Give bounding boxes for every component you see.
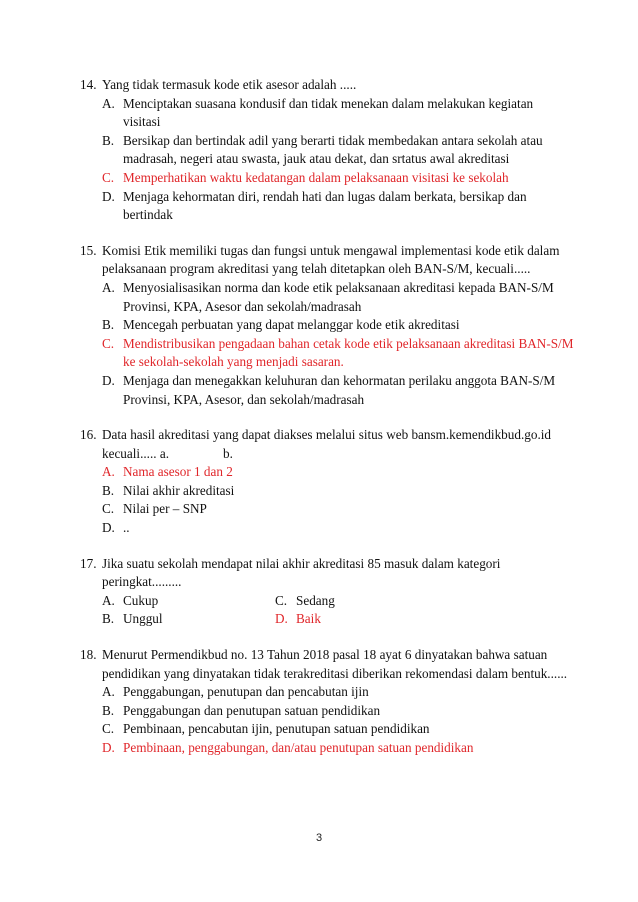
question-number: 14. [80, 77, 97, 92]
question-text: b. [223, 445, 233, 461]
option-c [275, 592, 570, 611]
option-text: Bersikap dan bertindak adil yang berarti tidak membedakan antara sekolah atau [123, 132, 543, 148]
option-a-correct-answer [80, 463, 570, 482]
option-c-correct-answer [80, 335, 574, 372]
page-number: 3 [315, 832, 323, 844]
option-text: Penggabungan, penutupan dan pencabutan ijin [123, 684, 369, 700]
option-text: Menyosialisasikan norma dan kode etik pelaksanaan akreditasi kepada BAN-S/M [123, 279, 554, 295]
option-b [102, 610, 275, 629]
option-label: C. [275, 592, 288, 608]
option-row [80, 610, 570, 629]
question-number: 15. [80, 242, 97, 258]
option-text: madrasah, negeri atau swasta, jauk atau dekat, dan srtatus awal akreditasi [123, 151, 510, 167]
option-c [80, 500, 570, 519]
option-b [80, 316, 570, 335]
question-text: Jika suatu sekolah mendapat nilai akhir akreditasi 85 masuk dalam kategori [102, 555, 501, 571]
question-stem [80, 242, 570, 279]
option-label: A. [102, 95, 115, 111]
question-text: Data hasil akreditasi yang dapat diakses melalui situs web bansm.kemendikbud.go.id [102, 427, 552, 443]
option-text: Nama asesor 1 dan 2 [123, 464, 233, 480]
option-b [80, 702, 570, 721]
question-text: pelaksanaan program akreditasi yang telah ditetapkan oleh BAN-S/M, kecuali..... [102, 261, 531, 277]
option-label: D. [102, 188, 115, 204]
option-text: bertindak [123, 207, 173, 223]
option-label: A. [102, 592, 115, 608]
question-15 [80, 242, 574, 409]
option-label: C. [102, 335, 115, 351]
option-b [80, 132, 570, 169]
option-text: Memperhatikan waktu kedatangan dalam pelaksanaan visitasi ke sekolah [123, 169, 509, 185]
option-text: Unggul [123, 611, 163, 627]
option-label: D. [102, 372, 115, 388]
option-label: B. [102, 317, 115, 333]
question-number: 17. [80, 555, 97, 571]
option-label: A. [102, 279, 115, 295]
option-label: D. [275, 611, 288, 627]
option-label: B. [102, 611, 115, 627]
question-18 [80, 646, 570, 758]
option-text: Cukup [123, 592, 159, 608]
option-text: ke sekolah-sekolah yang menjadi sasaran. [123, 354, 344, 370]
option-text: Penggabungan dan penutupan satuan pendidikan [123, 702, 381, 718]
question-text: Komisi Etik memiliki tugas dan fungsi untuk mengawal implementasi kode etik dalam [102, 242, 560, 258]
option-a [80, 279, 570, 316]
option-text: Menjaga kehormatan diri, rendah hati dan lugas dalam berkata, bersikap dan [123, 188, 527, 204]
question-16 [80, 426, 570, 538]
question-stem [80, 426, 570, 463]
option-d-correct-answer [80, 739, 570, 758]
option-label: D. [102, 740, 115, 755]
option-text: Pembinaan, pencabutan ijin, penutupan satuan pendidikan [123, 721, 430, 737]
question-17 [80, 555, 570, 629]
option-a [80, 683, 570, 702]
question-stem [80, 76, 570, 95]
question-text: pendidikan yang dinyatakan tidak terakreditasi diberikan rekomendasi dalam bentuk...... [102, 665, 568, 681]
option-text: Menjaga dan menegakkan keluhuran dan kehormatan perilaku anggota BAN-S/M [123, 372, 556, 388]
question-text: Menurut Permendikbud no. 13 Tahun 2018 pasal 18 ayat 6 dinyatakan bahwa satuan [102, 647, 548, 663]
option-text: Nilai akhir akreditasi [123, 482, 235, 498]
option-label: B. [102, 132, 115, 148]
question-number: 16. [80, 427, 97, 443]
option-d [80, 188, 570, 225]
option-label: C. [102, 721, 115, 737]
question-number: 18. [80, 647, 97, 663]
option-a [102, 592, 275, 611]
option-b [80, 482, 570, 501]
option-c-correct-answer [80, 169, 570, 188]
option-label: B. [102, 702, 115, 718]
question-text: kecuali..... a. [102, 445, 170, 461]
question-stem [80, 555, 570, 592]
option-a [80, 95, 570, 132]
option-label: B. [102, 482, 115, 498]
option-label: D. [102, 520, 115, 536]
option-text: Sedang [296, 592, 335, 608]
option-text: Menciptakan suasana kondusif dan tidak menekan dalam melakukan kegiatan [123, 95, 534, 111]
option-text: Mencegah perbuatan yang dapat melanggar kode etik akreditasi [123, 317, 460, 333]
question-text: Yang tidak termasuk kode etik asesor adalah ..... [102, 77, 357, 92]
option-c [80, 720, 570, 739]
question-text-continued [102, 445, 570, 464]
option-text: visitasi [123, 114, 161, 130]
option-d [80, 372, 570, 409]
option-label: A. [102, 684, 115, 700]
option-text: Baik [296, 611, 321, 627]
option-text: Provinsi, KPA, Asesor, dan sekolah/madrasah [123, 391, 365, 407]
question-text: peringkat......... [102, 574, 182, 590]
question-stem [80, 646, 570, 683]
option-label: C. [102, 501, 115, 517]
option-text: Pembinaan, penggabungan, dan/atau penutupan satuan pendidikan [123, 740, 474, 755]
option-text: Nilai per – SNP [123, 501, 207, 517]
option-d-correct-answer [275, 610, 570, 629]
option-label: A. [102, 464, 115, 480]
option-label: C. [102, 169, 115, 185]
document-page [80, 76, 574, 775]
option-d [80, 519, 570, 538]
question-14 [80, 76, 570, 225]
option-text: .. [123, 520, 130, 536]
option-row [80, 592, 570, 611]
option-text: Mendistribusikan pengadaan bahan cetak kode etik pelaksanaan akreditasi BAN-S/M [123, 335, 574, 351]
option-text: Provinsi, KPA, Asesor dan sekolah/madrasah [123, 298, 362, 314]
